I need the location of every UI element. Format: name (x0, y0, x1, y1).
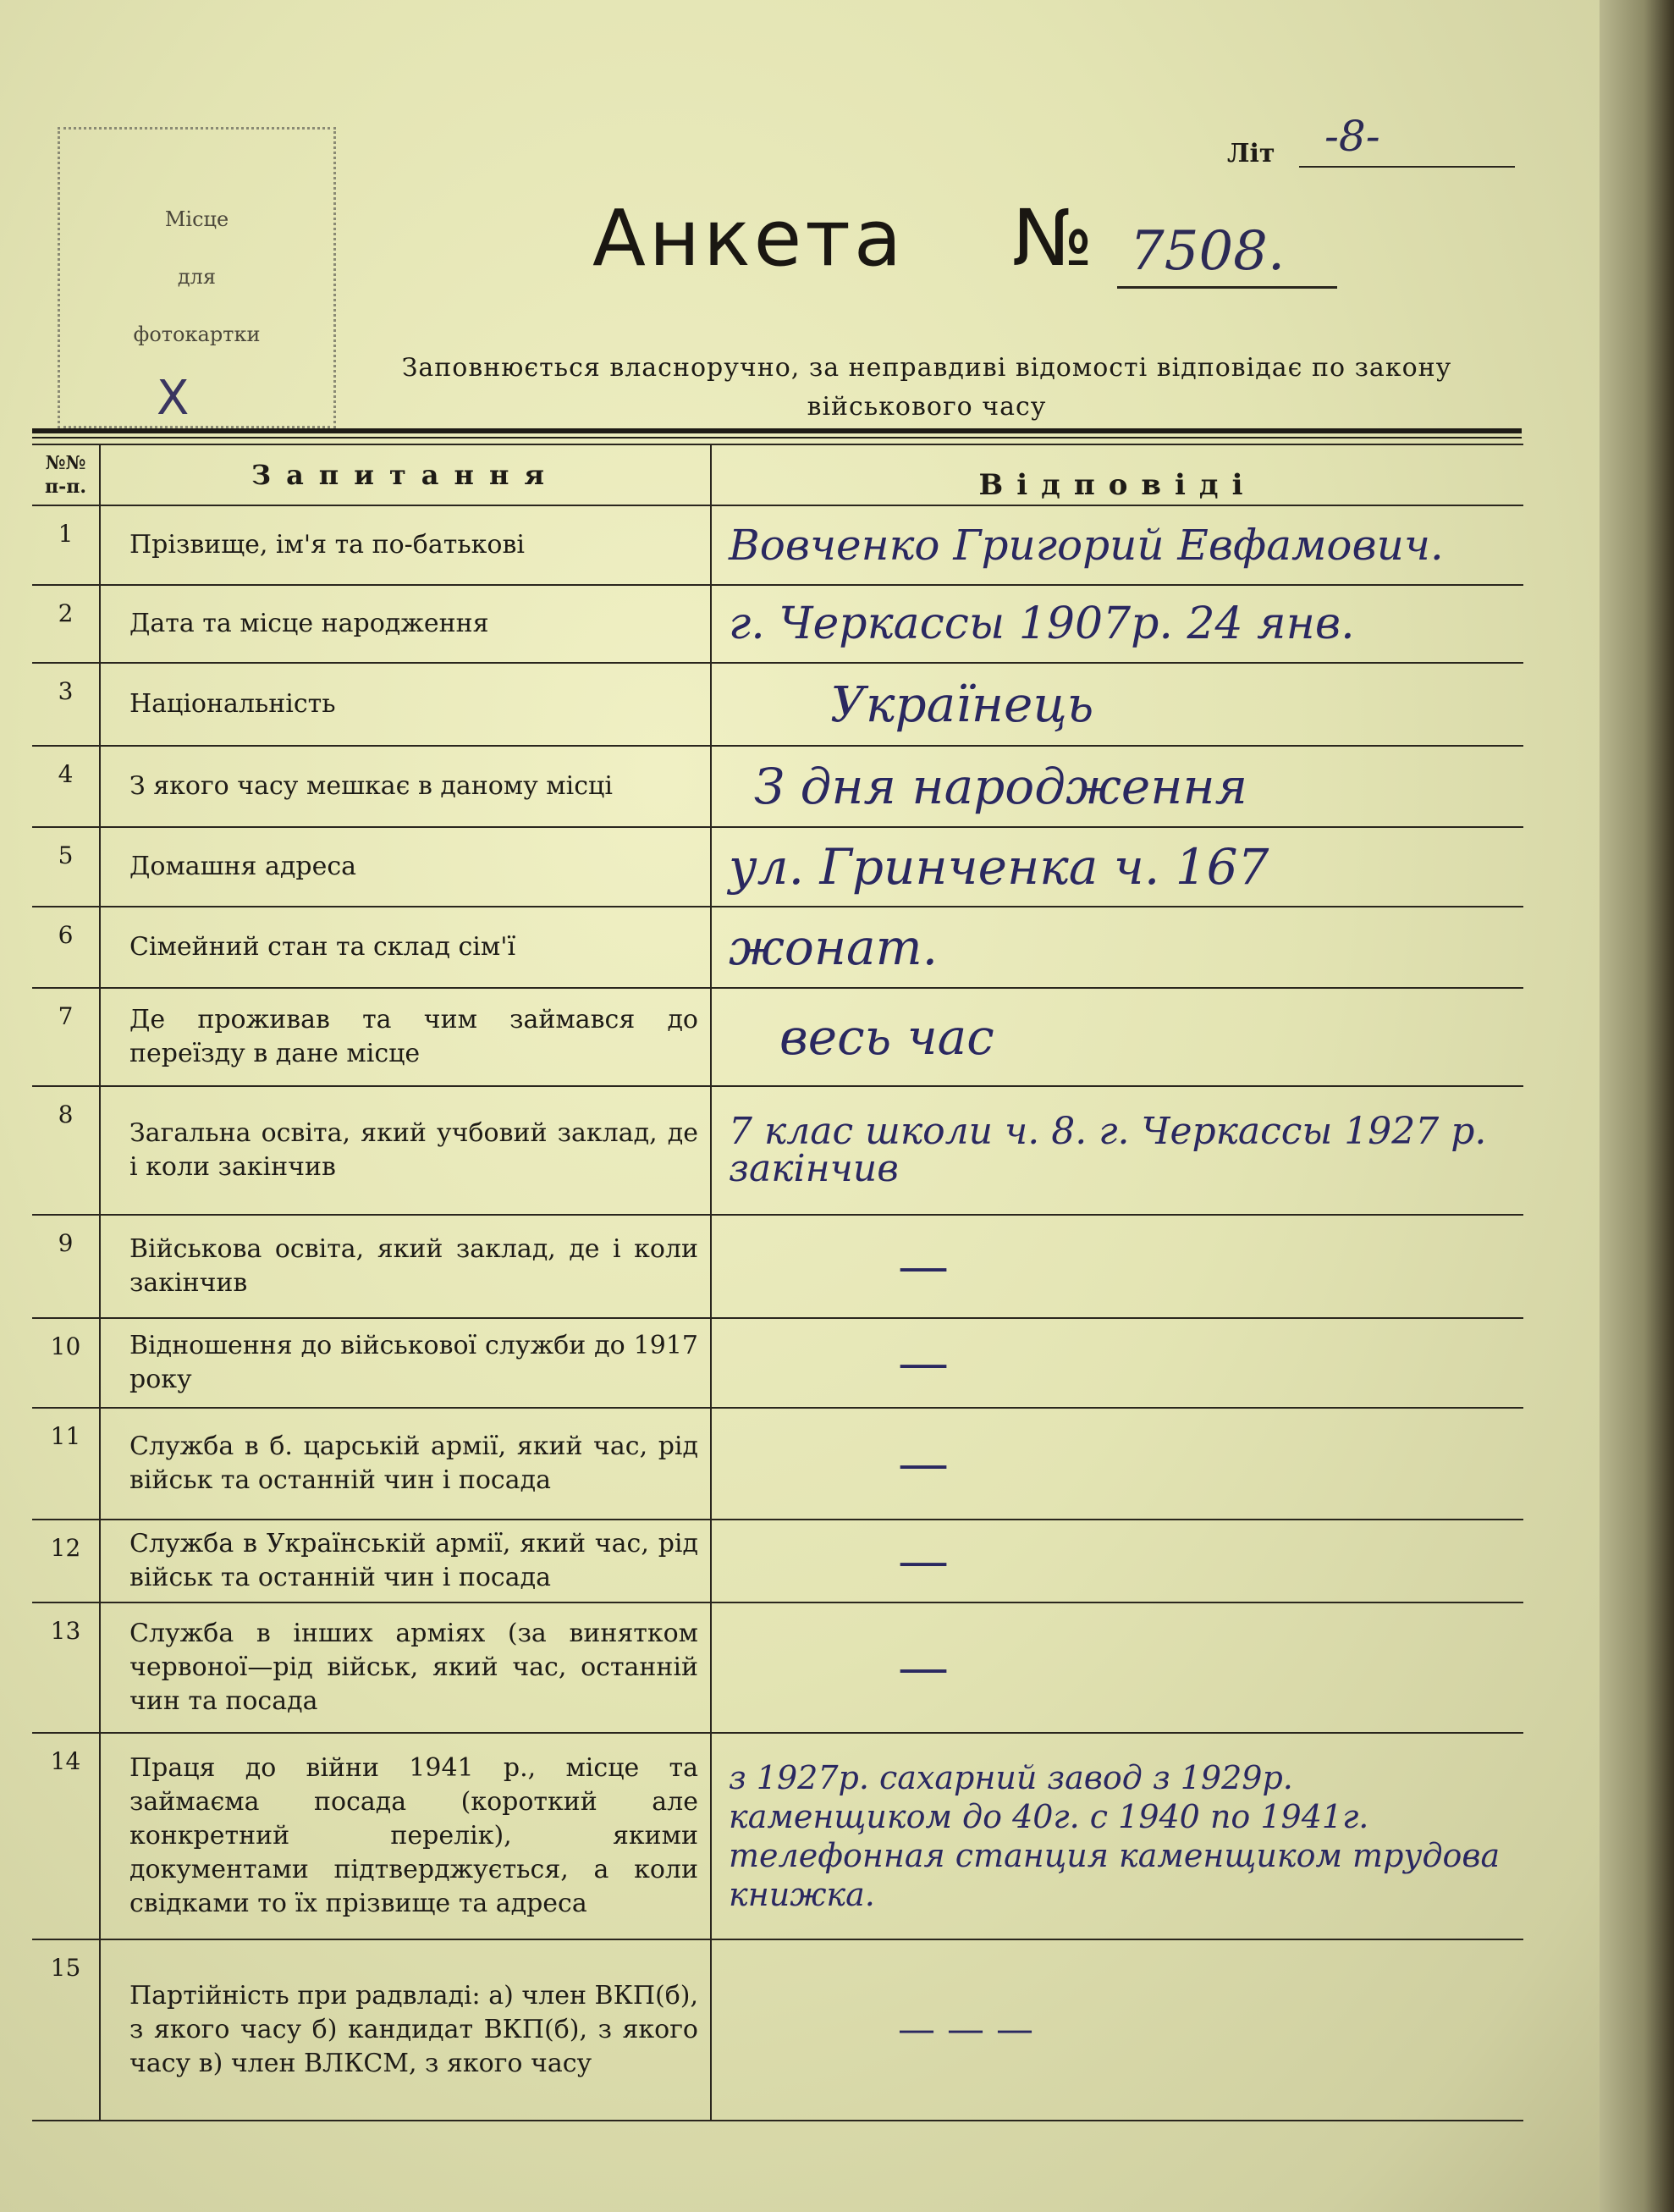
photo-label-2: для (177, 265, 217, 289)
col-header-number: №№ п-п. (32, 444, 100, 505)
col-header-question: Запитання (100, 444, 711, 505)
lit-label: Літ (1227, 139, 1275, 168)
row-answer: жонат. (711, 907, 1523, 988)
table-row (32, 1215, 1523, 1318)
row-answer: — — — (711, 1939, 1523, 2121)
row-number: 4 (32, 746, 100, 827)
row-number: 12 (32, 1520, 100, 1602)
form-number: 7508. (1130, 220, 1286, 283)
row-answer: — (711, 1318, 1523, 1408)
table-row (32, 585, 1523, 663)
table-row (32, 1408, 1523, 1520)
number-underline (1117, 286, 1337, 289)
row-number: 14 (32, 1733, 100, 1939)
row-question: Партійність при радвладі: а) член ВКП(б), з якого часу б) кандидат ВКП(б), з якого часу в) член ВЛКСМ, з якого часу (100, 1939, 711, 2121)
row-question: Служба в Українській армії, який час, рід військ та останній чин і посада (100, 1520, 711, 1602)
subtitle-line-1: Заповнюється власноручно, за неправдиві відомості відповідає по закону (401, 353, 1452, 383)
row-question: Загальна освіта, який учбовий заклад, де і коли закінчив (100, 1086, 711, 1215)
table-row (32, 1602, 1523, 1733)
row-answer: 7 клас школи ч. 8. г. Черкассы 1927 р. закінчив (711, 1086, 1523, 1215)
table-row (32, 907, 1523, 988)
row-answer: г. Черкассы 1907р. 24 янв. (711, 585, 1523, 663)
row-number: 11 (32, 1408, 100, 1520)
questionnaire-table (32, 444, 1523, 2121)
row-question: Національність (100, 663, 711, 746)
page-edge (1600, 0, 1674, 2212)
header-rule (32, 428, 1522, 433)
table-row (32, 827, 1523, 907)
table-row (32, 1520, 1523, 1602)
row-question: Служба в б. царській армії, який час, рід військ та останній чин і посада (100, 1408, 711, 1520)
table-header-row (32, 444, 1523, 505)
row-number: 1 (32, 505, 100, 585)
col-header-answer: Відповіді (711, 444, 1523, 505)
table-row (32, 1939, 1523, 2121)
row-answer: — (711, 1602, 1523, 1733)
row-number: 13 (32, 1602, 100, 1733)
table-row (32, 746, 1523, 827)
photo-mark: Х (157, 371, 190, 426)
row-number: 9 (32, 1215, 100, 1318)
row-answer: Українець (711, 663, 1523, 746)
row-question: Служба в інших арміях (за винятком червоної—рід військ, який час, останній чин та посада (100, 1602, 711, 1733)
row-question: Дата та місце народження (100, 585, 711, 663)
row-question: Відношення до військової служби до 1917 року (100, 1318, 711, 1408)
row-question: Домашня адреса (100, 827, 711, 907)
photo-placeholder (58, 127, 336, 428)
number-sign: № (1012, 193, 1093, 284)
row-number: 5 (32, 827, 100, 907)
row-answer: Вовченко Григорий Евфамович. (711, 505, 1523, 585)
form-subtitle (355, 349, 1498, 427)
row-number: 2 (32, 585, 100, 663)
row-number: 8 (32, 1086, 100, 1215)
subtitle-line-2: військового часу (807, 392, 1047, 422)
row-question: Військова освіта, який заклад, де і коли закінчив (100, 1215, 711, 1318)
row-answer: ул. Гринченка ч. 167 (711, 827, 1523, 907)
header-rule-thin (32, 437, 1522, 439)
table-row (32, 988, 1523, 1086)
photo-label-3: фотокартки (133, 323, 261, 346)
row-question: Праця до війни 1941 р., місце та займаєма посада (короткий але конкретний перелік), якими документами підтверджується, а коли свідками то їх прізвище та адреса (100, 1733, 711, 1939)
row-answer: З дня народження (711, 746, 1523, 827)
row-number: 6 (32, 907, 100, 988)
table-row (32, 1086, 1523, 1215)
row-answer: з 1927р. сахарний завод з 1929р. каменщиком до 40г. с 1940 по 1941г. телефонная станция каменщиком трудова книжка. (711, 1733, 1523, 1939)
row-number: 10 (32, 1318, 100, 1408)
row-number: 3 (32, 663, 100, 746)
row-question: Прізвище, ім'я та по-батькові (100, 505, 711, 585)
row-answer: — (711, 1520, 1523, 1602)
table-row (32, 505, 1523, 585)
table-row (32, 1733, 1523, 1939)
table-row (32, 1318, 1523, 1408)
lit-value: -8- (1324, 112, 1380, 161)
row-answer: — (711, 1408, 1523, 1520)
row-question: З якого часу мешкає в даному місці (100, 746, 711, 827)
row-number: 15 (32, 1939, 100, 2121)
row-number: 7 (32, 988, 100, 1086)
row-answer: весь час (711, 988, 1523, 1086)
table-row (32, 663, 1523, 746)
form-title: Анкета (592, 193, 906, 284)
row-answer: — (711, 1215, 1523, 1318)
row-question: Сімейний стан та склад сім'ї (100, 907, 711, 988)
photo-label-1: Місце (164, 207, 229, 231)
lit-underline (1299, 166, 1515, 168)
row-question: Де проживав та чим займався до переїзду в дане місце (100, 988, 711, 1086)
